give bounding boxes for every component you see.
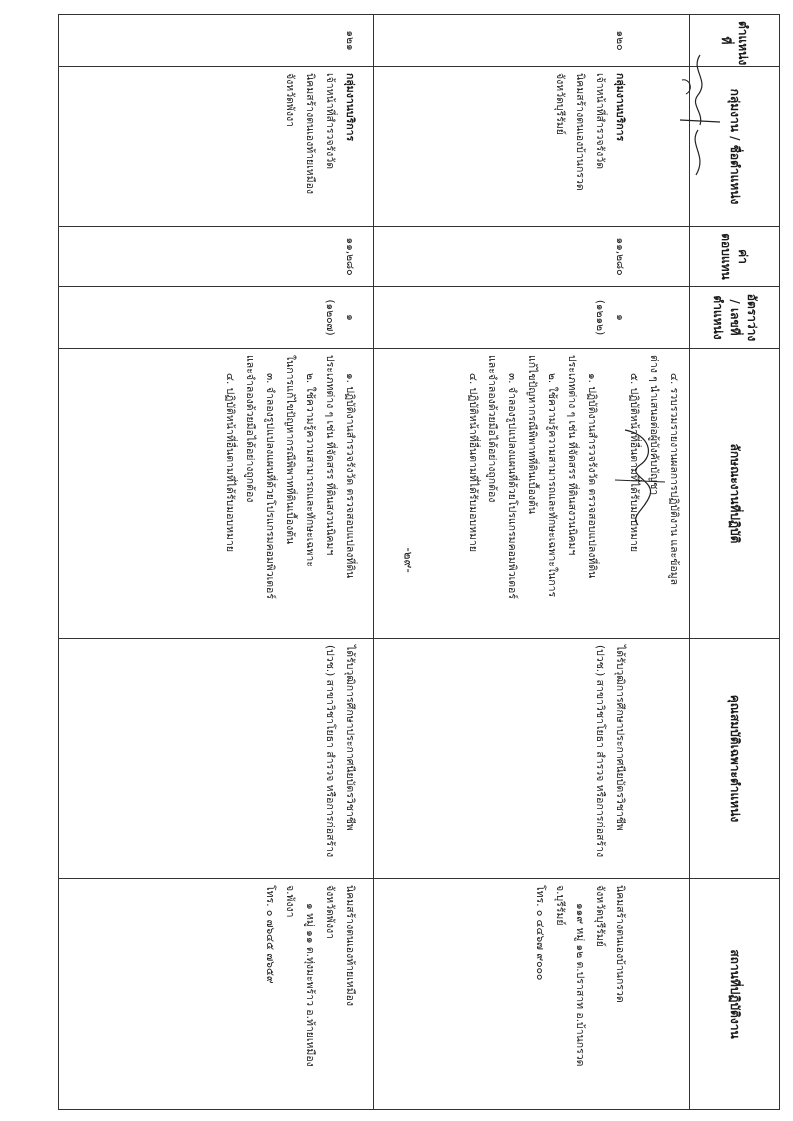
duty-line: ในการแก้ไขปัญหากรณีพิพาทที่ดินเบื้องต้น bbox=[284, 355, 297, 545]
cell-group-title bbox=[59, 67, 374, 227]
title-line: นิคมสร้างตนเองบ้านกรวด bbox=[574, 73, 587, 191]
header-vacancy: อัตราว่าง / เลขที่ตำแหน่ง bbox=[690, 287, 780, 349]
header-position-no: ตำแหน่ง ที่ bbox=[690, 15, 780, 67]
duty-line: และจำลองด้วยมือได้อย่างถูกต้อง bbox=[244, 355, 257, 503]
duty-line: ๔. ปฏิบัติหน้าที่อื่นตามที่ได้รับมอบหมาย bbox=[224, 373, 237, 552]
duty-line: ประเภทต่าง ๆ เช่น ที่จัดสรร ที่ดินสงวนนิคมฯ bbox=[566, 355, 579, 556]
cell-workplace: นิคมสร้างตนเองบ้านกรวด จังหวัดบุรีรัมย์ ๑๑๙ หมู่ ๑๒ ต.ปราสาท อ.บ้านกรวด จ.บุรีรัมย์ โทร. ๐ ๔๔๖๗ ๙๐๐๐ bbox=[374, 879, 690, 1110]
cell-duties bbox=[59, 349, 374, 639]
duty-line: ๓. จำลองรูปแปลงแผนที่ด้วยโปรแกรมคอมพิวเตอร์ bbox=[264, 373, 277, 600]
cell-qualifications: ได้รับวุฒิการศึกษาประกาศนียบัตรวิชาชีพ (ปวช.) สาขาวิชาโยธา สำรวจ หรือการก่อสร้าง bbox=[59, 639, 374, 879]
cell-compensation: ๑๑,๒๘๐ bbox=[59, 227, 374, 287]
table-row bbox=[374, 15, 690, 1110]
group-name: กลุ่มงานบริการ bbox=[614, 73, 626, 142]
header-duties: ลักษณะงานที่ปฏิบัติ bbox=[690, 349, 780, 639]
handwritten-signature bbox=[660, 50, 730, 180]
cell-position-no: ๑๒๐ bbox=[374, 15, 690, 67]
duty-line: และจำลองด้วยมือได้อย่างถูกต้อง bbox=[486, 355, 499, 503]
group-name: กลุ่มงานบริการ bbox=[344, 73, 356, 142]
duty-line: ๒. ใช้ความรู้ความสามารถและทักษะเฉพาะในการ bbox=[546, 373, 559, 598]
duty-line: ๕. ปฏิบัติหน้าที่อื่นตามที่ได้รับมอบหมาย bbox=[628, 373, 641, 552]
cell-position-no: ๑๒๑ bbox=[59, 15, 374, 67]
cell-group-title bbox=[374, 67, 690, 227]
table-row bbox=[59, 15, 374, 1110]
duty-line: ๓. จำลองรูปแปลงแผนที่ด้วยโปรแกรมคอมพิวเตอร์ bbox=[506, 373, 519, 600]
cell-compensation: ๑๑,๒๘๐ bbox=[374, 227, 690, 287]
duty-line: ๒. ใช้ความรู้ความสามารถและทักษะเฉพาะ bbox=[304, 373, 317, 567]
title-line: เจ้าหน้าที่สำรวจรังวัด bbox=[324, 73, 337, 170]
title-line: จังหวัดพังงา bbox=[284, 73, 297, 127]
title-line: จังหวัดบุรีรัมย์ bbox=[554, 73, 567, 135]
cell-qualifications: ได้รับวุฒิการศึกษาประกาศนียบัตรวิชาชีพ (ปวช.) สาขาวิชาโยธา สำรวจ หรือการก่อสร้าง bbox=[374, 639, 690, 879]
title-line: นิคมสร้างตนเองท้ายเหมือง bbox=[304, 73, 317, 195]
cell-vacancy: ๑ (๑๒๑๒) bbox=[374, 287, 690, 349]
duty-line: ๑. ปฏิบัติงานสำรวจรังวัด ตรวจสอบแปลงที่ดิน bbox=[344, 373, 356, 579]
title-line: เจ้าหน้าที่สำรวจรังวัด bbox=[594, 73, 607, 170]
header-workplace: สถานที่ปฏิบัติงาน bbox=[690, 879, 780, 1110]
cell-workplace: นิคมสร้างตนเองท้ายเหมือง จังหวัดพังงา ๑ หมู่ ๑๑ ต.ทุ่งมะพร้าว อ.ท้ายเหมือง จ.พังงา โทร. ๐ ๗๖๔๕ ๗๖๕๙ bbox=[59, 879, 374, 1110]
duty-line: แก้ไขปัญหากรณีพิพาทที่ดินเบื้องต้น bbox=[526, 355, 539, 515]
duty-line: ๑. ปฏิบัติงานสำรวจรังวัด ตรวจสอบแปลงที่ดิน bbox=[586, 373, 599, 579]
cell-vacancy: ๑ (๑๒๐๗) bbox=[59, 287, 374, 349]
duty-line: ๔. ปฏิบัติหน้าที่อื่นตามที่ได้รับมอบหมาย bbox=[466, 373, 479, 552]
header-group-title: กลุ่มงาน / ชื่อตำแหน่ง bbox=[690, 67, 780, 227]
page-number: -๒๙- bbox=[401, 547, 416, 573]
duty-line: ต่าง ๆ นำเสนอต่อผู้บังคับบัญชา bbox=[648, 355, 661, 496]
duty-line: ประเภทต่าง ๆ เช่น ที่จัดสรร ที่ดินสงวนนิคมฯ bbox=[324, 355, 337, 556]
header-qualifications: คุณสมบัติเฉพาะตำแหน่ง bbox=[690, 639, 780, 879]
header-compensation: ค่าตอบแทน bbox=[690, 227, 780, 287]
duty-line: ๔. รวบรวมรายงานผลการปฏิบัติงาน และข้อมูล bbox=[668, 373, 680, 586]
handwritten-initials bbox=[610, 420, 670, 530]
